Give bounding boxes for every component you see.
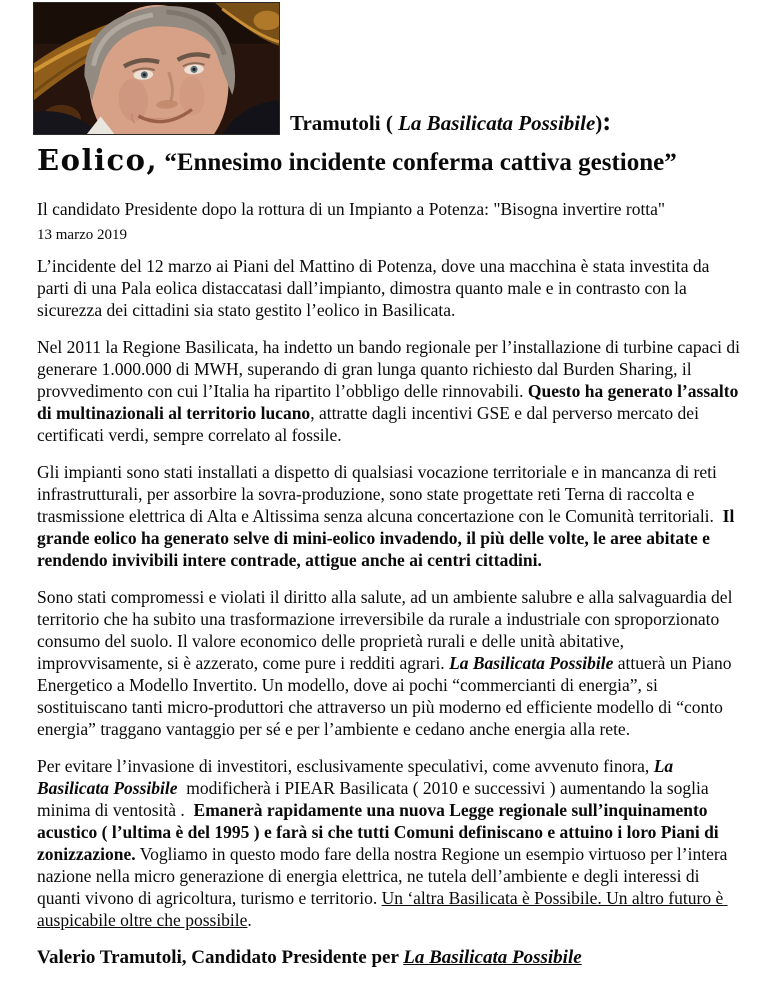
date-line: 13 marzo 2019: [37, 227, 127, 243]
dek-line: Il candidato Presidente dopo la rottura di un Impianto a Potenza: "Bisogna invertire rotta": [37, 199, 666, 219]
article-body: [37, 255, 745, 931]
headline: [37, 141, 738, 178]
byline: [290, 106, 612, 136]
portrait-photo-graphic: [34, 3, 279, 134]
paragraph-1: L’incidente del 12 marzo ai Piani del Mattino di Potenza, dove una macchina è stata investita da parti di una Pala eolica distaccatasi dall’impianto, dimostra quanto male e in contrasto con la sicurezza dei cittadini sia stato gestito l’eolico in Basilicata.: [37, 256, 714, 320]
byline-close-paren: ): [595, 111, 603, 135]
paragraph-5: Per evitare l’invasione di investitori, esclusivamente speculativi, come avvenuto finora, La Basilicata Possibile modificherà i PIEAR Basilicata ( 2010 e successivi ) aumentando la soglia minima di ventosità . Emanerà rapidamente una nuova Legge regionale sull’inquinamento acustico ( l’ultima è del 1995 ) e farà si che tutti Comuni definiscano e attuino i loro Piani di zonizzazione. Vogliamo in questo modo fare della nostra Regione un esempio virtuoso per l’intera nazione nella micro generazione di energia elettrica, ne tutela dell’ambiente e degli interessi di quanti vivono di agricoltura, turismo e territorio. Un ‘altra Basilicata è Possibile. Un altro futuro è auspicabile oltre che possibile.: [37, 756, 732, 930]
paragraph-3: Gli impianti sono stati installati a dispetto di qualsiasi vocazione territoriale e in mancanza di reti infrastrutturali, per assorbire la sovra-produzione, sono state progettate reti Terna di raccolta e trasmissione elettrica di Alta e Altissima senza alcuna concertazione con le Comunità territoriali. Il grande eolico ha generato selve di mini-eolico invadendo, il più delle volte, le aree abitate e rendendo invivibili intere contrade, attigue anche ai centri cittadini.: [37, 462, 739, 570]
byline-colon: :: [602, 106, 612, 136]
signature-line: Valerio Tramutoli, Candidato Presidente per La Basilicata Possibile: [37, 947, 582, 968]
portrait-photo: [33, 2, 280, 135]
headline-quote: “Ennesimo incidente conferma cattiva gestione”: [158, 149, 677, 176]
byline-party-name: La Basilicata Possibile: [398, 111, 596, 135]
headline-lead: Eolico,: [37, 143, 159, 177]
paragraph-2: Nel 2011 la Regione Basilicata, ha indetto un bando regionale per l’installazione di turbine capaci di generare 1.000.000 di MWH, superando di gran lunga quanto richiesto dal Burden Sharing, il provvedimento con cui l’Italia ha ripartito l’obbligo delle rinnovabili. Questo ha generato l’assalto di multinazionali al territorio lucano, attratte dagli incentivi GSE e dal perverso mercato dei certificati verdi, sempre correlato al fossile.: [37, 337, 745, 445]
byline-prefix: Tramutoli (: [290, 111, 399, 135]
paragraph-4: Sono stati compromessi e violati il diritto alla salute, ad un ambiente salubre e alla salvaguardia del territorio che ha subito una trasformazione irreversibile da rurale a industriale con sproporzionato consumo del suolo. Il valore economico delle proprietà rurali e delle unità abitative, improvvisamente, si è azzerato, come pure i redditi agrari. La Basilicata Possibile attuerà un Piano Energetico a Modello Invertito. Un modello, dove ai pochi “commercianti di energia”, si sostituiscano tanti micro-produttori che attraverso un più moderno ed efficiente modello di “conto energia” traggano vantaggio per sé e per l’ambiente e cedano anche energia alla rete.: [37, 587, 737, 739]
header-row: [0, 0, 763, 135]
